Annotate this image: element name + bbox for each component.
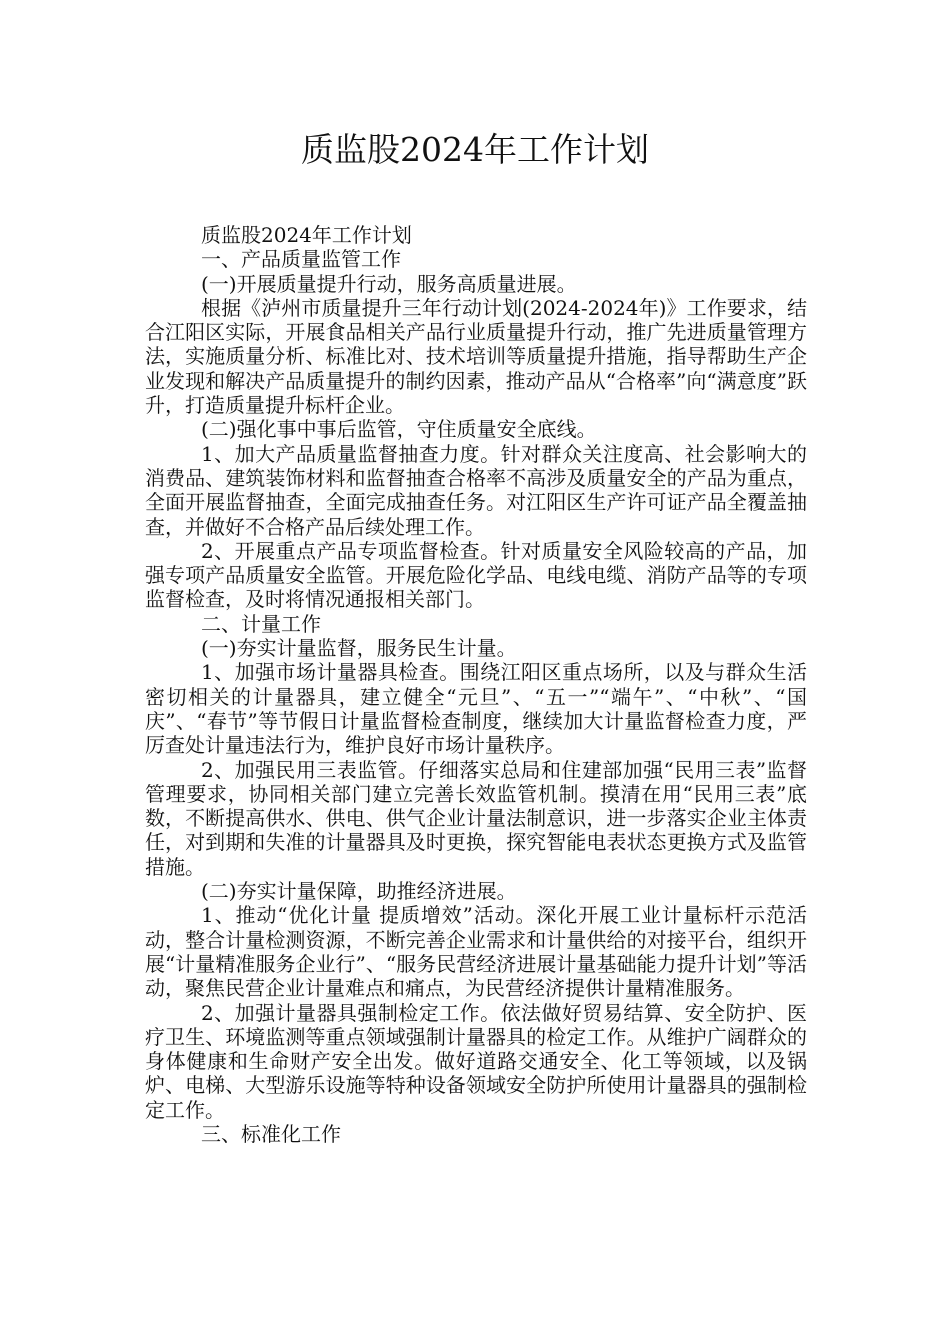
paragraph-mandatory-verification: 2、加强计量器具强制检定工作。依法做好贸易结算、安全防护、医疗卫生、环境监测等重点领域强制计量器具的检定工作。从维护广阔群众的身体健康和生命财产安全出发。做好道路交通安全、化工等领域，以及锅炉、电梯、大型游乐设施等特种设备领域安全防护所使用计量器具的强制检定工作。: [145, 1000, 807, 1122]
paragraph-optimization-campaign: 1、推动“优化计量 提质增效”活动。深化开展工业计量标杆示范活动，整合计量检测资源，不断完善企业需求和计量供给的对接平台，组织开展“计量精准服务企业行”、“服务民营经济进展计量基础能力提升计划”等活动，聚焦民营企业计量难点和痛点，为民营经济提供计量精准服务。: [145, 903, 807, 1001]
subsection-heading-supervision: (二)强化事中事后监管，守住质量安全底线。: [201, 417, 597, 442]
paragraph-spot-check: 1、加大产品质量监督抽查力度。针对群众关注度高、社会影响大的消费品、建筑装饰材料和监督抽查合格率不高涉及质量安全的产品为重点，全面开展监督抽查，全面完成抽查任务。对江阳区生产许可证产品全覆盖抽查，并做好不合格产品后续处理工作。: [145, 441, 807, 539]
subsection-heading-metrology-supervision: (一)夯实计量监督，服务民生计量。: [201, 636, 517, 661]
paragraph-quality-plan: 根据《泸州市质量提升三年行动计划(2024-2024年)》工作要求，结合江阳区实际，开展食品相关产品行业质量提升行动，推广先进质量管理方法，实施质量分析、标准比对、技术培训等质量提升措施，指导帮助生产企业发现和解决产品质量提升的制约因素，推动产品从“合格率”向“满意度”跃升，打造质量提升标杆企业。: [145, 295, 807, 418]
subsection-heading-quality-improvement: (一)开展质量提升行动，服务高质量进展。: [201, 271, 577, 296]
paragraph-special-inspection: 2、开展重点产品专项监督检查。针对质量安全风险较高的产品，加强专项产品质量安全监管。开展危险化学品、电线电缆、消防产品等的专项监督检查，及时将情况通报相关部门。: [145, 538, 807, 612]
section-heading-product-quality: 一、产品质量监管工作: [201, 247, 401, 272]
subsection-heading-metrology-support: (二)夯实计量保障，助推经济进展。: [201, 879, 517, 904]
body-heading-repeat: 质监股2024年工作计划: [201, 223, 412, 247]
document-body: [145, 223, 807, 1146]
section-heading-metrology: 二、计量工作: [201, 611, 321, 636]
paragraph-three-meters: 2、加强民用三表监管。仔细落实总局和住建部加强“民用三表”监督管理要求，协同相关部门建立完善长效监管机制。摸清在用“民用三表”底数，不断提高供水、供电、供气企业计量法制意识，进一步落实企业主体责任，对到期和失准的计量器具及时更换，探究智能电表状态更换方式及监管措施。: [145, 757, 807, 879]
section-heading-standardization: 三、标准化工作: [201, 1121, 341, 1146]
paragraph-market-instruments: 1、加强市场计量器具检查。围绕江阳区重点场所，以及与群众生活密切相关的计量器具，建立健全“元旦”、“五一”“端午”、“中秋”、“国庆”、“春节”等节假日计量监督检查制度，继续加大计量监督检查力度，严厉查处计量违法行为，维护良好市场计量秩序。: [145, 660, 807, 758]
document-title: 质监股2024年工作计划: [301, 130, 649, 169]
